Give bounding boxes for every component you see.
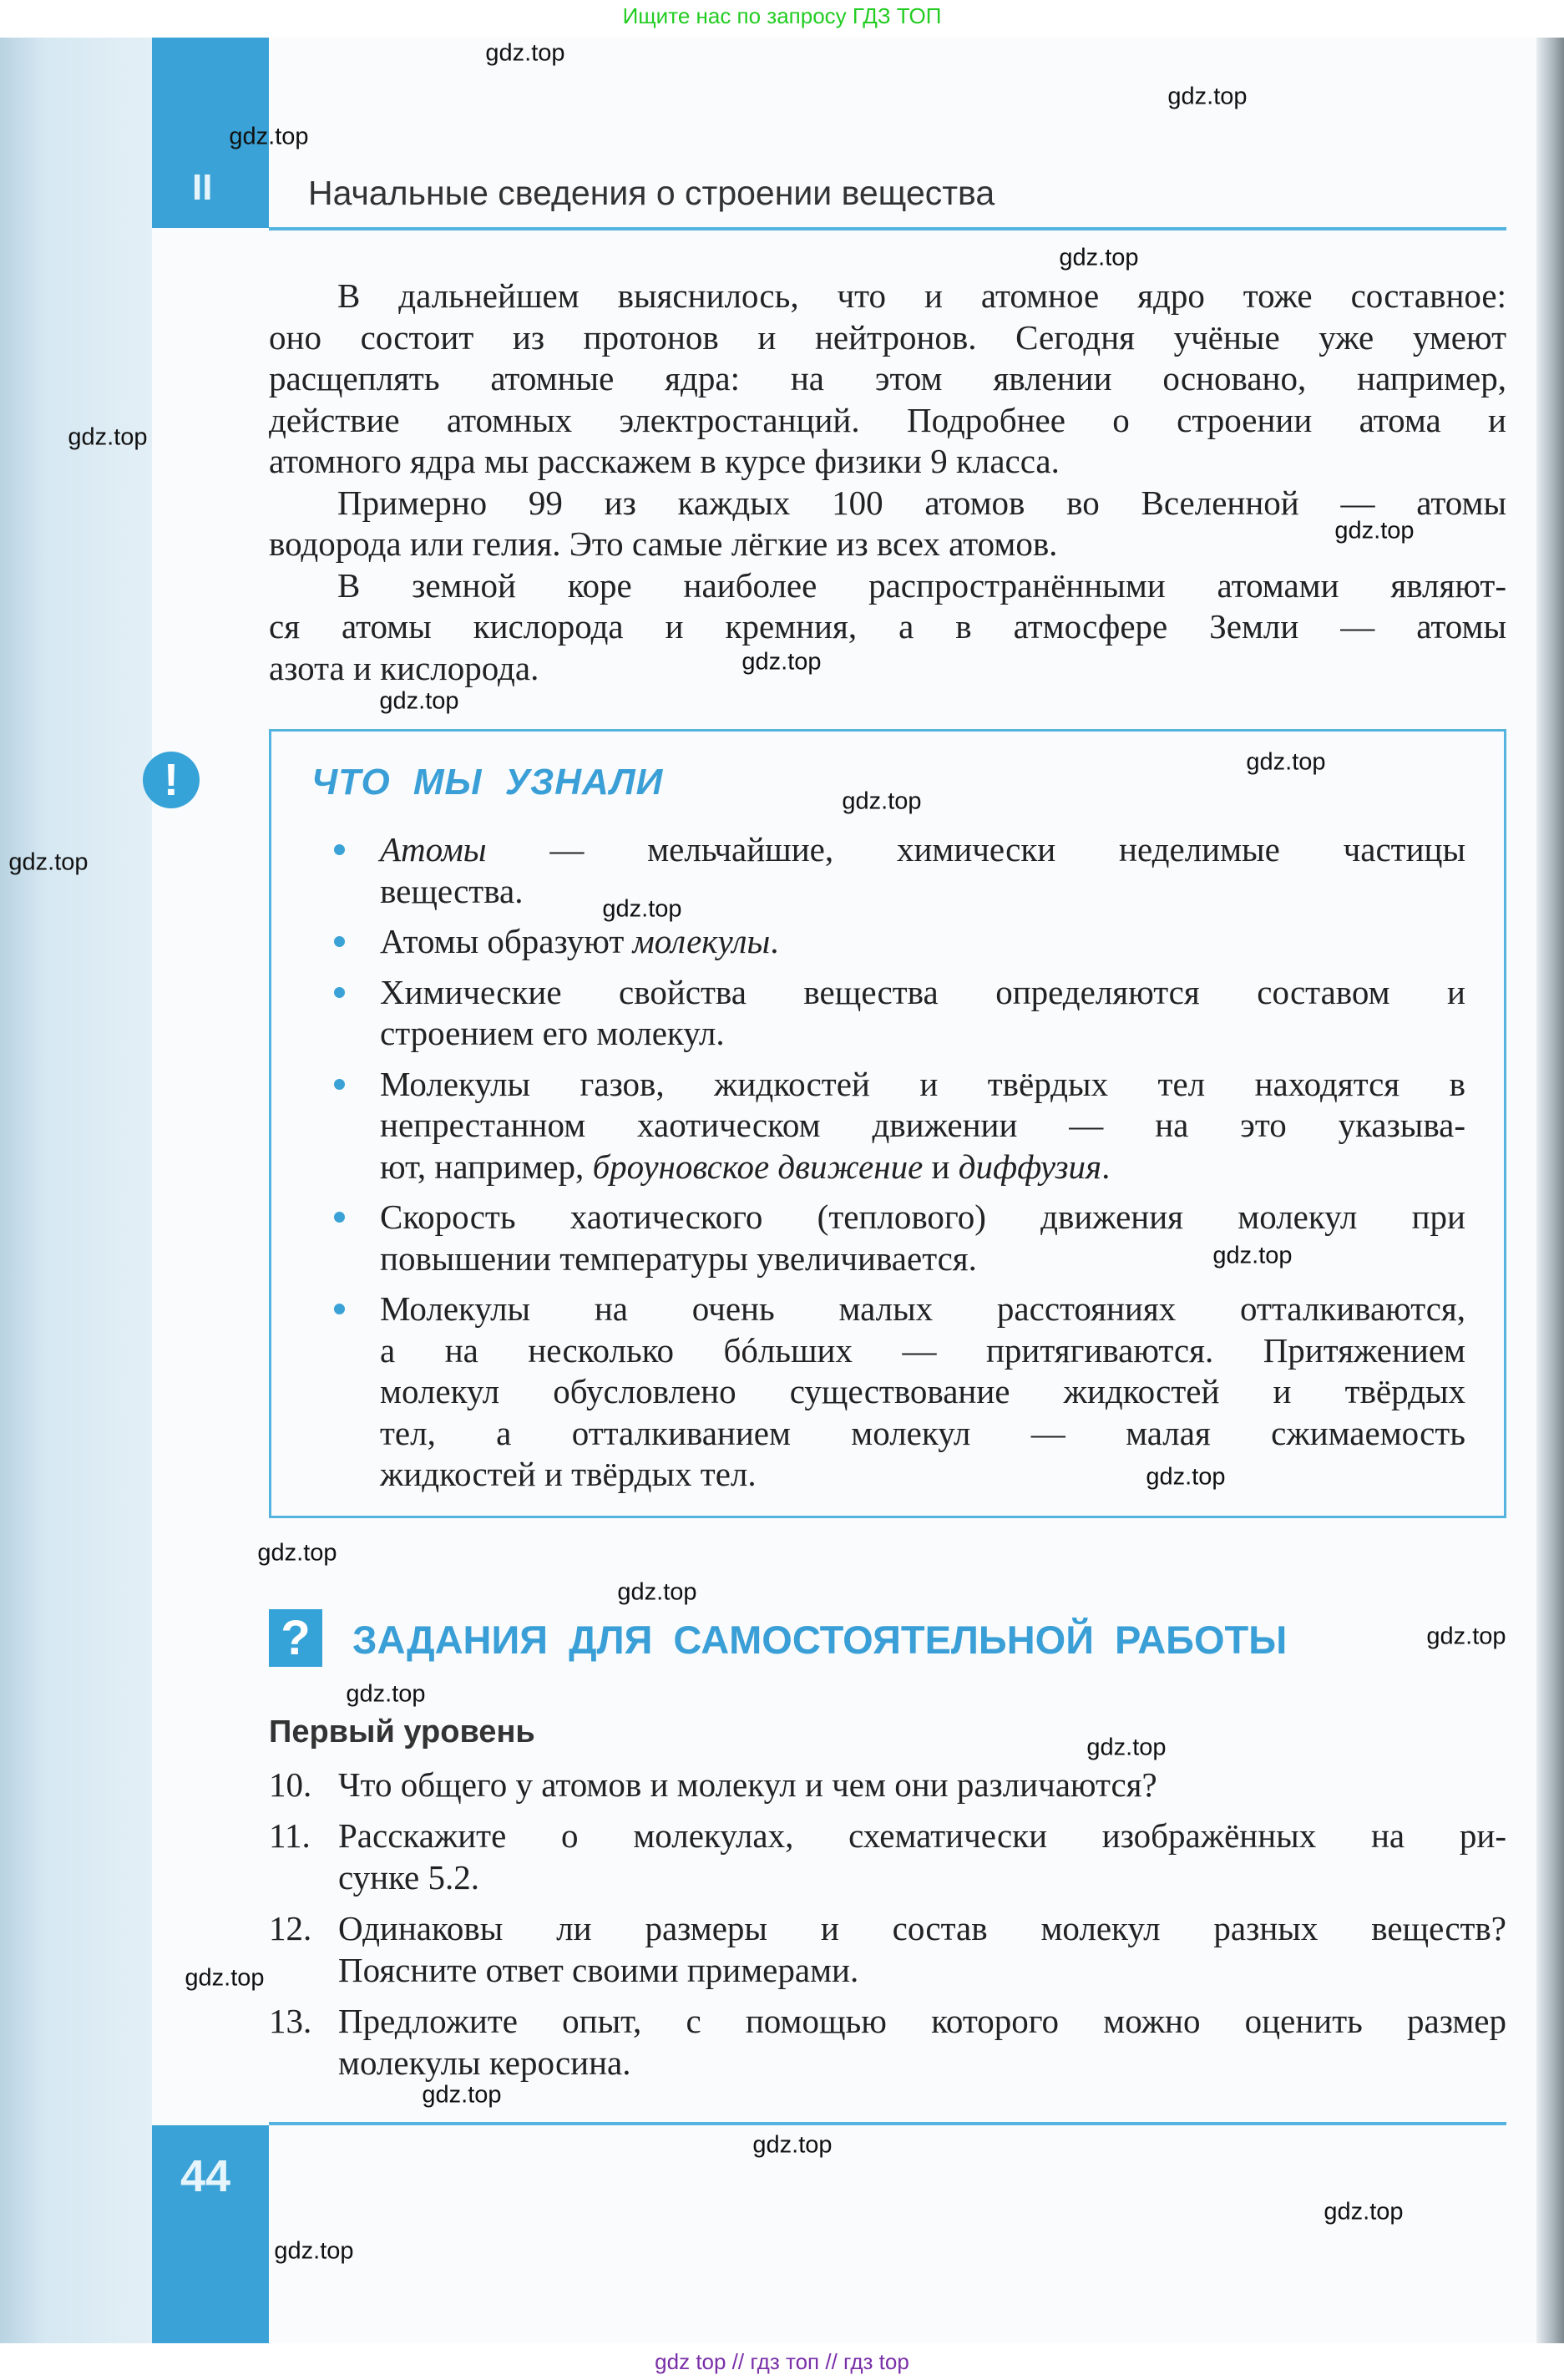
text-line: строением его молекул. xyxy=(380,1014,725,1052)
tasks-list xyxy=(269,1764,1506,2093)
watermark: gdz.top xyxy=(1086,1734,1167,1761)
text-line: В земной коре наиболее распространёнными атомами являют- xyxy=(337,565,1506,605)
page-edge xyxy=(1536,38,1564,2343)
text-line: Предложите опыт, с помощью которого можно оценить размер xyxy=(338,2002,1506,2040)
watermark: gdz.top xyxy=(257,1539,337,1567)
watermark: gdz.top xyxy=(1246,748,1326,776)
bullet-icon xyxy=(334,844,345,855)
task-item xyxy=(269,2000,1506,2084)
watermark: gdz.top xyxy=(1059,244,1139,271)
text-line: Примерно 99 из каждых 100 атомов во Вселенной — атомы xyxy=(337,483,1506,522)
watermark: gdz.top xyxy=(1324,2198,1404,2226)
watermark: gdz.top xyxy=(1426,1623,1506,1650)
text-line: В дальнейшем выяснилось, что и атомное ядро тоже составное: xyxy=(337,276,1506,315)
tasks-title: ЗАДАНИЯ ДЛЯ САМОСТОЯТЕЛЬНОЙ РАБОТЫ xyxy=(352,1618,1288,1662)
summary-item xyxy=(380,829,1465,912)
watermark: gdz.top xyxy=(602,895,682,923)
exclamation-icon: ! xyxy=(143,752,200,808)
header-divider xyxy=(269,227,1506,230)
text-line: молекул обусловлено существование жидкостей и твёрдых xyxy=(380,1372,1465,1410)
text-line: атомного ядра мы расскажем в курсе физики 9 класса. xyxy=(269,442,1060,480)
text-line xyxy=(380,921,1465,963)
summary-item xyxy=(380,921,1465,963)
watermark: gdz.top xyxy=(229,123,309,150)
italic-term: молекулы xyxy=(632,922,771,960)
watermark: gdz.top xyxy=(1146,1463,1226,1491)
text-segment: . xyxy=(770,922,779,960)
text-line: расщеплять атомные ядра: на этом явлении основано, например, xyxy=(269,359,1506,398)
task-number: 12. xyxy=(269,1909,312,1947)
task-number: 10. xyxy=(269,1765,312,1804)
text-line: Поясните ответ своими примерами. xyxy=(338,1951,859,1989)
text-line: Расскажите о молекулах, схематически изображённых на ри- xyxy=(338,1816,1506,1855)
task-item xyxy=(269,1764,1506,1805)
watermark: gdz.top xyxy=(742,648,822,676)
watermark: gdz.top xyxy=(68,423,148,451)
text-line: вещества. xyxy=(380,871,524,910)
bullet-icon xyxy=(334,1079,345,1090)
text-segment: ют, например, xyxy=(380,1147,593,1186)
task-number: 13. xyxy=(269,2002,312,2040)
italic-term: Атомы xyxy=(380,830,487,868)
watermark: gdz.top xyxy=(1334,517,1415,544)
watermark: gdz.top xyxy=(346,1680,426,1708)
text-line: Молекулы на очень малых расстояниях отталкиваются, xyxy=(380,1289,1465,1328)
watermark: gdz.top xyxy=(617,1578,697,1606)
text-line: Скорость хаотического (теплового) движения молекул при xyxy=(380,1198,1465,1236)
question-icon: ? xyxy=(269,1609,322,1667)
footer-links xyxy=(0,2343,1564,2380)
footer-divider xyxy=(269,2122,1506,2125)
bullet-icon xyxy=(334,987,345,998)
bullet-icon xyxy=(334,936,345,947)
summary-list xyxy=(380,829,1465,1505)
text-line: а на несколько бóльших — притягиваются. Притяжением xyxy=(380,1330,1465,1370)
text-line: Химические свойства вещества определяются составом и xyxy=(380,972,1465,1011)
text-line: сунке 5.2. xyxy=(338,1858,479,1896)
section-number: II xyxy=(192,167,213,208)
top-banner-text: Ищите нас по запросу ГДЗ ТОП xyxy=(622,3,942,28)
text-line: повышении температуры увеличивается. xyxy=(380,1238,977,1278)
italic-term: диффузия xyxy=(958,1147,1102,1186)
bullet-icon xyxy=(334,1304,345,1314)
watermark: gdz.top xyxy=(1212,1242,1293,1269)
watermark: gdz.top xyxy=(485,39,565,67)
text-line: Одинаковы ли размеры и состав молекул разных веществ? xyxy=(338,1909,1506,1947)
summary-item xyxy=(380,1289,1465,1496)
text-line: водорода или гелия. Это самые лёгкие из всех атомов. xyxy=(269,524,1058,563)
task-item xyxy=(269,1907,1506,1991)
watermark: gdz.top xyxy=(1167,83,1248,110)
text-line: Молекулы газов, жидкостей и твёрдых тел находятся в xyxy=(380,1064,1465,1103)
task-number: 11. xyxy=(269,1816,311,1855)
summary-item xyxy=(380,1197,1465,1279)
summary-item xyxy=(380,972,1465,1055)
summary-item xyxy=(380,1064,1465,1188)
text-segment: — мельчайшие, химически неделимые частицы xyxy=(486,830,1465,868)
bullet-icon xyxy=(334,1212,345,1223)
text-line: тел, а отталкиванием молекул — малая сжимаемость xyxy=(380,1413,1465,1452)
text-segment: Атомы образуют xyxy=(380,922,633,960)
text-line: молекулы керосина. xyxy=(338,2043,631,2082)
watermark: gdz.top xyxy=(274,2237,354,2265)
page-title: Начальные сведения о строении вещества xyxy=(308,174,995,212)
watermark: gdz.top xyxy=(379,687,459,715)
text-line: жидкостей и твёрдых тел. xyxy=(380,1455,757,1493)
text-line: Что общего у атомов и молекул и чем они различаются? xyxy=(338,1765,1157,1804)
watermark: gdz.top xyxy=(752,2131,833,2159)
watermark: gdz.top xyxy=(422,2081,502,2109)
text-line: действие атомных электростанций. Подробнее о строении атома и xyxy=(269,400,1506,439)
text-line xyxy=(380,829,1465,871)
text-line: оно состоит из протонов и нейтронов. Сегодня учёные уже умеют xyxy=(269,317,1506,357)
text-line xyxy=(380,1147,1465,1188)
footer-text[interactable]: gdz top // гдз топ // гдз top xyxy=(655,2349,909,2374)
text-line: непрестанном хаотическом движении — на это указыва- xyxy=(380,1106,1465,1144)
watermark: gdz.top xyxy=(185,1964,265,1992)
top-banner xyxy=(0,0,1564,38)
text-segment: . xyxy=(1101,1147,1111,1186)
task-item xyxy=(269,1815,1506,1898)
italic-term: броуновское движение xyxy=(592,1147,924,1186)
text-line: азота и кислорода. xyxy=(269,648,539,687)
text-segment: и xyxy=(923,1147,959,1186)
watermark: gdz.top xyxy=(8,848,89,876)
level-heading: Первый уровень xyxy=(269,1714,535,1750)
summary-title: ЧТО МЫ УЗНАЛИ xyxy=(311,762,664,803)
text-line: ся атомы кислорода и кремния, а в атмосфере Земли — атомы xyxy=(269,607,1506,646)
page-number: 44 xyxy=(180,2151,231,2201)
page-margin xyxy=(0,38,152,2343)
intro-text xyxy=(269,276,1506,689)
watermark: gdz.top xyxy=(842,787,922,815)
